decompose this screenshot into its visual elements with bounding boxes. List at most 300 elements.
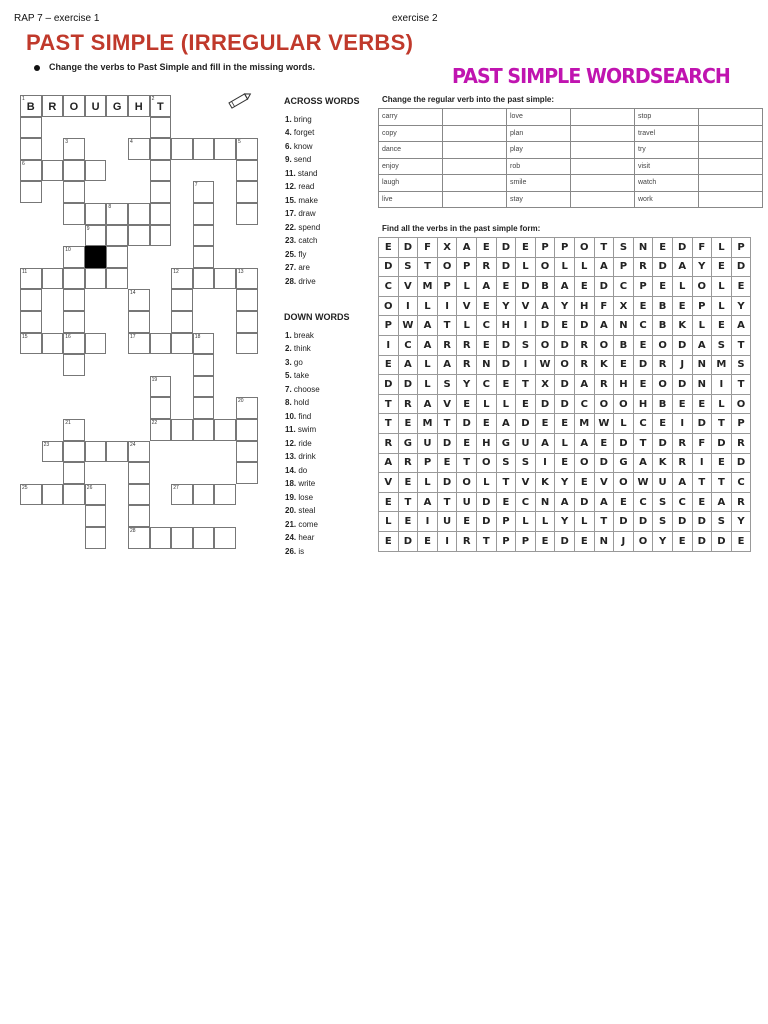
crossword-cell[interactable] (85, 505, 107, 527)
wordsearch-letter[interactable]: O (692, 277, 712, 297)
wordsearch-letter[interactable]: O (653, 375, 673, 395)
wordsearch-letter[interactable]: D (457, 414, 477, 434)
wordsearch-letter[interactable]: D (692, 512, 712, 532)
wordsearch-letter[interactable]: N (535, 492, 555, 512)
wordsearch-letter[interactable]: K (653, 453, 673, 473)
wordsearch-letter[interactable]: E (496, 492, 516, 512)
wordsearch-letter[interactable]: D (692, 414, 712, 434)
crossword-cell[interactable] (20, 181, 42, 203)
crossword-cell[interactable] (63, 419, 85, 441)
wordsearch-letter[interactable]: E (574, 531, 594, 551)
wordsearch-letter[interactable]: A (712, 492, 732, 512)
wordsearch-letter[interactable]: G (398, 433, 418, 453)
wordsearch-letter[interactable]: D (496, 238, 516, 258)
wordsearch-letter[interactable]: A (692, 335, 712, 355)
wordsearch-letter[interactable]: L (457, 316, 477, 336)
wordsearch-letter[interactable]: A (672, 257, 692, 277)
wordsearch-letter[interactable]: A (574, 375, 594, 395)
wordsearch-letter[interactable]: T (731, 375, 751, 395)
crossword-cell[interactable] (150, 397, 172, 419)
wordsearch-letter[interactable]: P (496, 531, 516, 551)
wordsearch-letter[interactable]: B (535, 277, 555, 297)
wordsearch-letter[interactable]: E (379, 238, 399, 258)
wordsearch-letter[interactable]: P (692, 296, 712, 316)
wordsearch-letter[interactable]: R (672, 453, 692, 473)
crossword-cell[interactable] (63, 268, 85, 290)
wordsearch-letter[interactable]: O (476, 453, 496, 473)
wordsearch-letter[interactable]: C (633, 414, 653, 434)
wordsearch-letter[interactable]: A (731, 316, 751, 336)
crossword-cell[interactable] (128, 95, 150, 117)
wordsearch-letter[interactable]: P (379, 316, 399, 336)
answer-cell[interactable] (699, 142, 763, 159)
wordsearch-letter[interactable]: L (712, 296, 732, 316)
wordsearch-letter[interactable]: X (614, 296, 634, 316)
wordsearch-letter[interactable]: O (574, 453, 594, 473)
wordsearch-letter[interactable]: R (457, 531, 477, 551)
wordsearch-letter[interactable]: I (712, 375, 732, 395)
wordsearch-letter[interactable]: I (379, 335, 399, 355)
crossword-cell[interactable] (106, 203, 128, 225)
wordsearch-letter[interactable]: E (653, 414, 673, 434)
crossword-cell[interactable] (236, 462, 258, 484)
wordsearch-letter[interactable]: B (653, 394, 673, 414)
wordsearch-letter[interactable]: D (672, 238, 692, 258)
wordsearch-letter[interactable]: D (555, 335, 575, 355)
crossword-cell[interactable] (214, 419, 236, 441)
crossword-cell[interactable] (85, 225, 107, 247)
wordsearch-letter[interactable]: D (476, 512, 496, 532)
wordsearch-letter[interactable]: W (633, 473, 653, 493)
wordsearch-letter[interactable]: C (398, 335, 418, 355)
wordsearch-letter[interactable]: F (692, 238, 712, 258)
wordsearch-letter[interactable]: E (653, 238, 673, 258)
wordsearch-letter[interactable]: D (496, 335, 516, 355)
wordsearch-letter[interactable]: A (418, 316, 438, 336)
crossword-cell[interactable] (128, 225, 150, 247)
wordsearch-letter[interactable]: H (476, 433, 496, 453)
wordsearch-letter[interactable]: O (594, 335, 614, 355)
wordsearch-letter[interactable]: E (496, 277, 516, 297)
crossword-cell[interactable] (128, 484, 150, 506)
wordsearch-letter[interactable]: I (516, 316, 536, 336)
answer-cell[interactable] (699, 191, 763, 208)
wordsearch-letter[interactable]: C (633, 492, 653, 512)
wordsearch-letter[interactable]: S (653, 512, 673, 532)
wordsearch-letter[interactable]: M (418, 277, 438, 297)
answer-cell[interactable] (443, 109, 507, 126)
wordsearch-letter[interactable]: P (496, 512, 516, 532)
crossword-cell[interactable] (85, 484, 107, 506)
crossword-cell[interactable] (150, 138, 172, 160)
wordsearch-letter[interactable]: T (437, 414, 457, 434)
wordsearch-letter[interactable]: O (614, 473, 634, 493)
wordsearch-letter[interactable]: K (672, 316, 692, 336)
wordsearch-letter[interactable]: Y (496, 296, 516, 316)
wordsearch-letter[interactable]: C (672, 492, 692, 512)
crossword-cell[interactable] (236, 181, 258, 203)
wordsearch-letter[interactable]: E (731, 531, 751, 551)
wordsearch-letter[interactable]: T (476, 531, 496, 551)
wordsearch-letter[interactable]: D (574, 316, 594, 336)
wordsearch-letter[interactable]: A (418, 394, 438, 414)
wordsearch-letter[interactable]: D (555, 394, 575, 414)
wordsearch-letter[interactable]: T (594, 238, 614, 258)
crossword-cell[interactable] (20, 333, 42, 355)
wordsearch-letter[interactable]: D (437, 473, 457, 493)
wordsearch-letter[interactable]: L (457, 277, 477, 297)
crossword-cell[interactable] (150, 203, 172, 225)
wordsearch-letter[interactable]: V (398, 277, 418, 297)
crossword-cell[interactable] (85, 203, 107, 225)
wordsearch-letter[interactable]: N (633, 238, 653, 258)
wordsearch-letter[interactable]: I (672, 414, 692, 434)
wordsearch-letter[interactable]: E (398, 414, 418, 434)
crossword-cell[interactable] (63, 181, 85, 203)
crossword-cell[interactable] (85, 268, 107, 290)
crossword-cell[interactable] (236, 333, 258, 355)
crossword-cell[interactable] (193, 484, 215, 506)
wordsearch-letter[interactable]: R (672, 433, 692, 453)
wordsearch-letter[interactable]: V (457, 296, 477, 316)
wordsearch-letter[interactable]: D (653, 257, 673, 277)
wordsearch-letter[interactable]: P (633, 277, 653, 297)
crossword-cell[interactable] (128, 462, 150, 484)
wordsearch-letter[interactable]: G (496, 433, 516, 453)
wordsearch-letter[interactable]: D (731, 257, 751, 277)
wordsearch-letter[interactable]: S (437, 375, 457, 395)
crossword-cell[interactable] (236, 397, 258, 419)
wordsearch-letter[interactable]: D (672, 335, 692, 355)
wordsearch-letter[interactable]: D (672, 375, 692, 395)
crossword-cell[interactable] (171, 138, 193, 160)
wordsearch-letter[interactable]: E (476, 296, 496, 316)
crossword-cell[interactable] (63, 203, 85, 225)
answer-cell[interactable] (571, 142, 635, 159)
wordsearch-letter[interactable]: D (594, 277, 614, 297)
wordsearch-letter[interactable]: L (712, 238, 732, 258)
crossword-cell[interactable] (236, 311, 258, 333)
answer-cell[interactable] (571, 109, 635, 126)
crossword-cell[interactable] (171, 268, 193, 290)
wordsearch-letter[interactable]: E (379, 531, 399, 551)
wordsearch-letter[interactable]: O (653, 335, 673, 355)
wordsearch-letter[interactable]: V (379, 473, 399, 493)
wordsearch-letter[interactable]: E (672, 394, 692, 414)
wordsearch-letter[interactable]: T (437, 492, 457, 512)
crossword-cell[interactable] (63, 441, 85, 463)
crossword-cell[interactable] (106, 95, 128, 117)
crossword-cell[interactable] (63, 160, 85, 182)
wordsearch-letter[interactable]: A (594, 492, 614, 512)
crossword-cell[interactable] (106, 225, 128, 247)
crossword-cell[interactable] (193, 333, 215, 355)
wordsearch-letter[interactable]: E (516, 238, 536, 258)
crossword-cell[interactable] (193, 181, 215, 203)
wordsearch-letter[interactable]: T (594, 512, 614, 532)
wordsearch-letter[interactable]: V (516, 296, 536, 316)
wordsearch-letter[interactable]: U (653, 473, 673, 493)
answer-cell[interactable] (571, 158, 635, 175)
wordsearch-letter[interactable]: X (437, 238, 457, 258)
wordsearch-letter[interactable]: P (535, 238, 555, 258)
wordsearch-letter[interactable]: P (516, 531, 536, 551)
crossword-cell[interactable] (193, 397, 215, 419)
wordsearch-letter[interactable]: O (457, 473, 477, 493)
crossword-cell[interactable] (20, 289, 42, 311)
wordsearch-letter[interactable]: R (731, 433, 751, 453)
crossword-cell[interactable] (171, 527, 193, 549)
crossword-cell[interactable] (42, 441, 64, 463)
wordsearch-letter[interactable]: O (614, 394, 634, 414)
wordsearch-letter[interactable]: D (633, 512, 653, 532)
wordsearch-letter[interactable]: D (535, 394, 555, 414)
crossword-cell[interactable] (20, 268, 42, 290)
wordsearch-letter[interactable]: U (457, 492, 477, 512)
crossword-cell[interactable] (106, 246, 128, 268)
wordsearch-letter[interactable]: E (555, 414, 575, 434)
wordsearch-letter[interactable]: T (692, 473, 712, 493)
crossword-cell[interactable] (85, 160, 107, 182)
crossword-cell[interactable] (63, 462, 85, 484)
wordsearch-letter[interactable]: E (555, 453, 575, 473)
wordsearch-letter[interactable]: S (731, 355, 751, 375)
wordsearch-letter[interactable]: S (712, 335, 732, 355)
wordsearch-letter[interactable]: R (594, 375, 614, 395)
crossword-cell[interactable] (150, 95, 172, 117)
wordsearch-letter[interactable]: E (379, 355, 399, 375)
wordsearch-letter[interactable]: P (418, 453, 438, 473)
wordsearch-letter[interactable]: O (731, 394, 751, 414)
crossword-cell[interactable] (193, 354, 215, 376)
wordsearch-letter[interactable]: E (672, 296, 692, 316)
wordsearch-letter[interactable]: R (457, 355, 477, 375)
wordsearch-letter[interactable]: T (398, 492, 418, 512)
wordsearch-letter[interactable]: Y (653, 531, 673, 551)
wordsearch-letter[interactable]: S (516, 335, 536, 355)
wordsearch-letter[interactable]: T (633, 433, 653, 453)
crossword-cell[interactable] (106, 441, 128, 463)
wordsearch-letter[interactable]: U (437, 512, 457, 532)
crossword-cell[interactable] (236, 138, 258, 160)
wordsearch-letter[interactable]: D (496, 257, 516, 277)
wordsearch-letter[interactable]: L (476, 473, 496, 493)
wordsearch-letter[interactable]: S (653, 492, 673, 512)
crossword-cell[interactable] (63, 246, 85, 268)
wordsearch-letter[interactable]: E (712, 257, 732, 277)
wordsearch-letter[interactable]: E (476, 335, 496, 355)
wordsearch-letter[interactable]: A (379, 453, 399, 473)
crossword-cell[interactable] (150, 225, 172, 247)
wordsearch-letter[interactable]: C (574, 394, 594, 414)
wordsearch-letter[interactable]: A (437, 355, 457, 375)
crossword-cell[interactable] (63, 311, 85, 333)
wordsearch-letter[interactable]: R (731, 492, 751, 512)
crossword-cell[interactable] (106, 268, 128, 290)
crossword-cell[interactable] (63, 289, 85, 311)
crossword-cell[interactable] (150, 181, 172, 203)
answer-cell[interactable] (571, 191, 635, 208)
crossword-cell[interactable] (128, 311, 150, 333)
wordsearch-letter[interactable]: L (574, 257, 594, 277)
wordsearch-letter[interactable]: E (535, 414, 555, 434)
crossword-cell[interactable] (193, 203, 215, 225)
wordsearch-letter[interactable]: T (418, 257, 438, 277)
wordsearch-letter[interactable]: E (457, 394, 477, 414)
answer-cell[interactable] (443, 125, 507, 142)
wordsearch-letter[interactable]: D (574, 492, 594, 512)
wordsearch-letter[interactable]: D (731, 453, 751, 473)
crossword-cell[interactable] (214, 268, 236, 290)
wordsearch-letter[interactable]: E (418, 531, 438, 551)
wordsearch-letter[interactable]: K (594, 355, 614, 375)
wordsearch-letter[interactable]: E (614, 355, 634, 375)
wordsearch-letter[interactable]: A (594, 316, 614, 336)
wordsearch-letter[interactable]: M (712, 355, 732, 375)
wordsearch-letter[interactable]: Y (692, 257, 712, 277)
wordsearch-letter[interactable]: N (476, 355, 496, 375)
crossword-cell[interactable] (42, 160, 64, 182)
wordsearch-letter[interactable]: W (594, 414, 614, 434)
wordsearch-letter[interactable]: A (457, 238, 477, 258)
wordsearch-letter[interactable]: E (398, 473, 418, 493)
wordsearch-letter[interactable]: P (437, 277, 457, 297)
wordsearch-letter[interactable]: O (633, 531, 653, 551)
wordsearch-letter[interactable]: E (516, 394, 536, 414)
crossword-cell[interactable] (171, 419, 193, 441)
wordsearch-letter[interactable]: E (633, 375, 653, 395)
wordsearch-letter[interactable]: L (555, 433, 575, 453)
wordsearch-letter[interactable]: E (476, 238, 496, 258)
wordsearch-letter[interactable]: D (379, 375, 399, 395)
crossword-cell[interactable] (193, 138, 215, 160)
wordsearch-letter[interactable]: U (418, 433, 438, 453)
wordsearch-letter[interactable]: O (574, 238, 594, 258)
crossword-cell[interactable] (42, 95, 64, 117)
wordsearch-letter[interactable]: T (516, 375, 536, 395)
crossword-cell[interactable] (193, 376, 215, 398)
wordsearch-letter[interactable]: A (418, 335, 438, 355)
wordsearch-letter[interactable]: E (712, 453, 732, 473)
wordsearch-letter[interactable]: P (614, 257, 634, 277)
wordsearch-letter[interactable]: D (555, 531, 575, 551)
wordsearch-letter[interactable]: Y (731, 296, 751, 316)
crossword-cell[interactable] (63, 333, 85, 355)
crossword-cell[interactable] (171, 333, 193, 355)
wordsearch-letter[interactable]: D (672, 512, 692, 532)
wordsearch-letter[interactable]: I (692, 453, 712, 473)
answer-cell[interactable] (699, 125, 763, 142)
wordsearch-letter[interactable]: D (516, 277, 536, 297)
crossword-cell[interactable] (42, 333, 64, 355)
wordsearch-letter[interactable]: E (398, 512, 418, 532)
crossword-cell[interactable] (20, 160, 42, 182)
wordsearch-letter[interactable]: N (614, 316, 634, 336)
wordsearch-letter[interactable]: N (692, 375, 712, 395)
wordsearch-letter[interactable]: D (555, 375, 575, 395)
wordsearch-letter[interactable]: S (398, 257, 418, 277)
wordsearch-letter[interactable]: E (496, 375, 516, 395)
wordsearch-letter[interactable]: Y (555, 296, 575, 316)
wordsearch-letter[interactable]: L (692, 316, 712, 336)
wordsearch-letter[interactable]: E (731, 277, 751, 297)
wordsearch-letter[interactable]: A (535, 296, 555, 316)
crossword-cell[interactable] (42, 268, 64, 290)
answer-cell[interactable] (443, 191, 507, 208)
crossword-cell[interactable] (214, 484, 236, 506)
crossword-cell[interactable] (85, 441, 107, 463)
wordsearch-letter[interactable]: I (418, 512, 438, 532)
answer-cell[interactable] (443, 158, 507, 175)
crossword-cell[interactable] (63, 354, 85, 376)
wordsearch-letter[interactable]: T (379, 394, 399, 414)
wordsearch-letter[interactable]: E (594, 433, 614, 453)
wordsearch-letter[interactable]: D (398, 375, 418, 395)
wordsearch-letter[interactable]: D (379, 257, 399, 277)
wordsearch-letter[interactable]: P (457, 257, 477, 277)
crossword-cell[interactable] (236, 268, 258, 290)
wordsearch-letter[interactable]: E (535, 531, 555, 551)
wordsearch-letter[interactable]: Y (457, 375, 477, 395)
crossword-cell[interactable] (128, 505, 150, 527)
crossword-cell[interactable] (214, 527, 236, 549)
wordsearch-letter[interactable]: T (712, 473, 732, 493)
wordsearch-letter[interactable]: S (614, 238, 634, 258)
wordsearch-letter[interactable]: D (535, 316, 555, 336)
wordsearch-letter[interactable]: O (535, 335, 555, 355)
wordsearch-letter[interactable]: F (594, 296, 614, 316)
wordsearch-letter[interactable]: S (516, 453, 536, 473)
wordsearch-letter[interactable]: K (535, 473, 555, 493)
crossword-cell[interactable] (128, 527, 150, 549)
crossword-cell[interactable] (150, 419, 172, 441)
wordsearch-letter[interactable]: A (398, 355, 418, 375)
wordsearch-letter[interactable]: D (712, 531, 732, 551)
wordsearch-letter[interactable]: D (633, 355, 653, 375)
wordsearch-letter[interactable]: E (457, 433, 477, 453)
crossword-cell[interactable] (128, 289, 150, 311)
crossword-cell[interactable] (193, 268, 215, 290)
wordsearch-letter[interactable]: J (614, 531, 634, 551)
wordsearch-letter[interactable]: B (653, 296, 673, 316)
crossword-cell[interactable] (63, 484, 85, 506)
answer-cell[interactable] (699, 109, 763, 126)
wordsearch-letter[interactable]: P (731, 238, 751, 258)
crossword-cell[interactable] (150, 527, 172, 549)
crossword-cell[interactable] (150, 376, 172, 398)
wordsearch-letter[interactable]: S (496, 453, 516, 473)
crossword-cell[interactable] (20, 117, 42, 139)
wordsearch-letter[interactable]: I (516, 355, 536, 375)
wordsearch-letter[interactable]: A (535, 433, 555, 453)
answer-cell[interactable] (571, 125, 635, 142)
wordsearch-letter[interactable]: L (418, 355, 438, 375)
wordsearch-letter[interactable]: B (614, 335, 634, 355)
wordsearch-letter[interactable]: E (712, 316, 732, 336)
wordsearch-letter[interactable]: A (555, 277, 575, 297)
wordsearch-letter[interactable]: D (476, 492, 496, 512)
crossword-cell[interactable] (171, 289, 193, 311)
wordsearch-letter[interactable]: T (731, 335, 751, 355)
crossword-cell[interactable] (171, 484, 193, 506)
wordsearch-letter[interactable]: F (692, 433, 712, 453)
wordsearch-letter[interactable]: C (731, 473, 751, 493)
wordsearch-letter[interactable]: L (476, 394, 496, 414)
wordsearch-letter[interactable]: R (398, 453, 418, 473)
wordsearch-letter[interactable]: L (574, 512, 594, 532)
wordsearch-letter[interactable]: L (418, 375, 438, 395)
crossword-cell[interactable] (236, 160, 258, 182)
